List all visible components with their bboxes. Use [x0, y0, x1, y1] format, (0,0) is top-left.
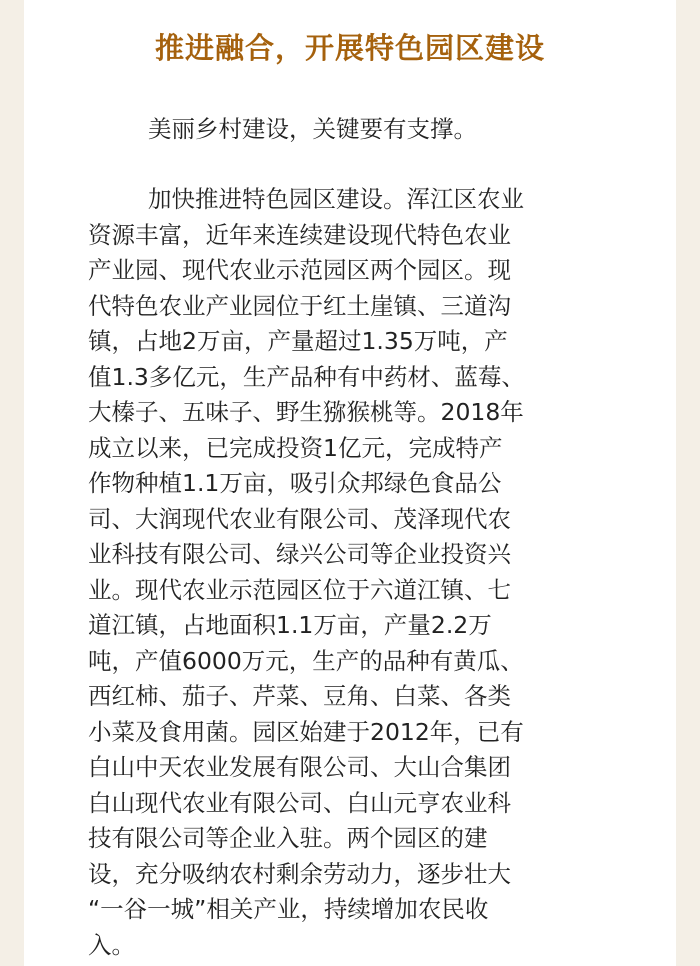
body-line: 加快推进特色园区建设。浑江区农业: [148, 185, 524, 213]
body-line: 西红柿、茄子、芹菜、豆角、白菜、各类: [88, 682, 511, 710]
intro-paragraph: [88, 112, 628, 148]
body-line: 司、大润现代农业有限公司、茂泽现代农: [88, 504, 511, 533]
body-line: 资源丰富，近年来连续建设现代特色农业: [88, 220, 511, 249]
body-paragraph: [88, 182, 628, 963]
body-line: 镇，占地2万亩，产量超过1.35万吨，产: [88, 327, 508, 355]
body-line: “一谷一城”相关产业，持续增加农民收: [88, 895, 489, 923]
body-line: 设，充分吸纳农村剩余劳动力，逐步壮大: [88, 859, 511, 888]
body-line: 作物种植1.1万亩，吸引众邦绿色食品公: [88, 469, 502, 497]
body-line: 产业园、现代农业示范园区两个园区。现: [88, 256, 511, 284]
intro-line: 美丽乡村建设，关键要有支撑。: [148, 115, 477, 143]
body-line: 值1.3多亿元，生产品种有中药材、蓝莓、: [88, 362, 525, 391]
body-line: 业科技有限公司、绿兴公司等企业投资兴: [88, 540, 511, 568]
body-line: 入。: [88, 930, 135, 959]
body-line: 业。现代农业示范园区位于六道江镇、七: [88, 575, 511, 604]
body-line: 白山中天农业发展有限公司、大山合集团: [88, 753, 511, 781]
body-line: 代特色农业产业园位于红土崖镇、三道沟: [88, 291, 511, 320]
body-line: 小菜及食用菌。园区始建于2012年，已有: [88, 717, 524, 746]
body-line: 道江镇，占地面积1.1万亩，产量2.2万: [88, 611, 492, 639]
body-line: 成立以来，已完成投资1亿元，完成特产: [88, 433, 503, 462]
body-line: 吨，产值6000万元，生产的品种有黄瓜、: [88, 646, 524, 675]
body-line: 技有限公司等企业入驻。两个园区的建: [88, 824, 488, 852]
body-line: 大榛子、五味子、野生猕猴桃等。2018年: [88, 398, 524, 426]
body-line: 白山现代农业有限公司、白山元亨农业科: [88, 788, 511, 817]
article-heading: 推进融合，开展特色园区建设: [154, 31, 545, 65]
